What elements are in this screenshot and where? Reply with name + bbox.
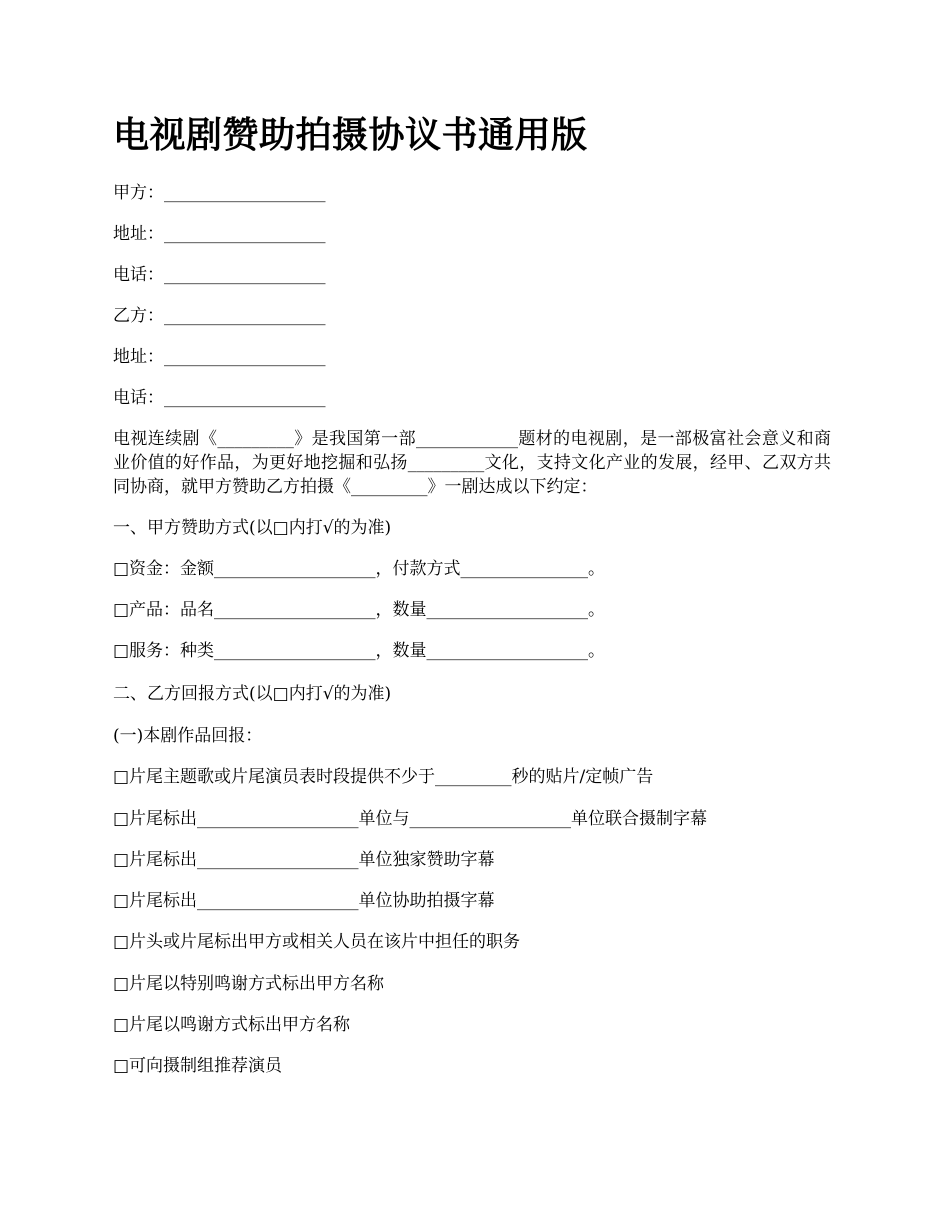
document-title: 电视剧赞助拍摄协议书通用版 — [113, 114, 588, 156]
return-option-item: □片尾以特别鸣谢方式标出甲方名称 — [113, 974, 385, 994]
sponsor-option-services: □服务：种类___________________，数量___________________。 — [113, 641, 606, 661]
section-1-heading: 一、甲方赞助方式(以□内打√的为准) — [113, 518, 392, 538]
sponsor-option-funds: □资金：金额___________________，付款方式_______________。 — [113, 559, 606, 579]
return-option-item: □片尾主题歌或片尾演员表时段提供不少于_________秒的贴片/定帧广告 — [113, 767, 654, 787]
party-a-name-field: 甲方：___________________ — [113, 183, 326, 203]
party-a-address-field: 地址：___________________ — [113, 224, 326, 244]
party-b-address-field: 地址：___________________ — [113, 347, 326, 367]
party-b-phone-field: 电话：___________________ — [113, 388, 326, 408]
section-2-subheading: (一)本剧作品回报： — [113, 726, 263, 746]
section-2-heading: 二、乙方回报方式(以□内打√的为准) — [113, 684, 392, 704]
intro-paragraph: 电视连续剧《_________》是我国第一部____________题材的电视剧，是一部极富社会意义和商业价值的好作品，为更好地挖掘和弘扬_________文化，支持文化产业的发展，经甲、乙双方共同协商，就甲方赞助乙方拍摄《_________》一剧达成以下约定： — [113, 429, 831, 497]
return-option-item: □片尾标出___________________单位独家赞助字幕 — [113, 850, 495, 870]
return-option-item: □片头或片尾标出甲方或相关人员在该片中担任的职务 — [113, 932, 521, 952]
return-option-item: □片尾标出___________________单位与___________________单位联合摄制字幕 — [113, 809, 708, 829]
return-option-item: □可向摄制组推荐演员 — [113, 1056, 283, 1076]
return-option-item: □片尾标出___________________单位协助拍摄字幕 — [113, 891, 495, 911]
party-b-name-field: 乙方：___________________ — [113, 306, 326, 326]
sponsor-option-products: □产品：品名___________________，数量___________________。 — [113, 600, 606, 620]
party-a-phone-field: 电话：___________________ — [113, 265, 326, 285]
return-option-item: □片尾以鸣谢方式标出甲方名称 — [113, 1015, 351, 1035]
